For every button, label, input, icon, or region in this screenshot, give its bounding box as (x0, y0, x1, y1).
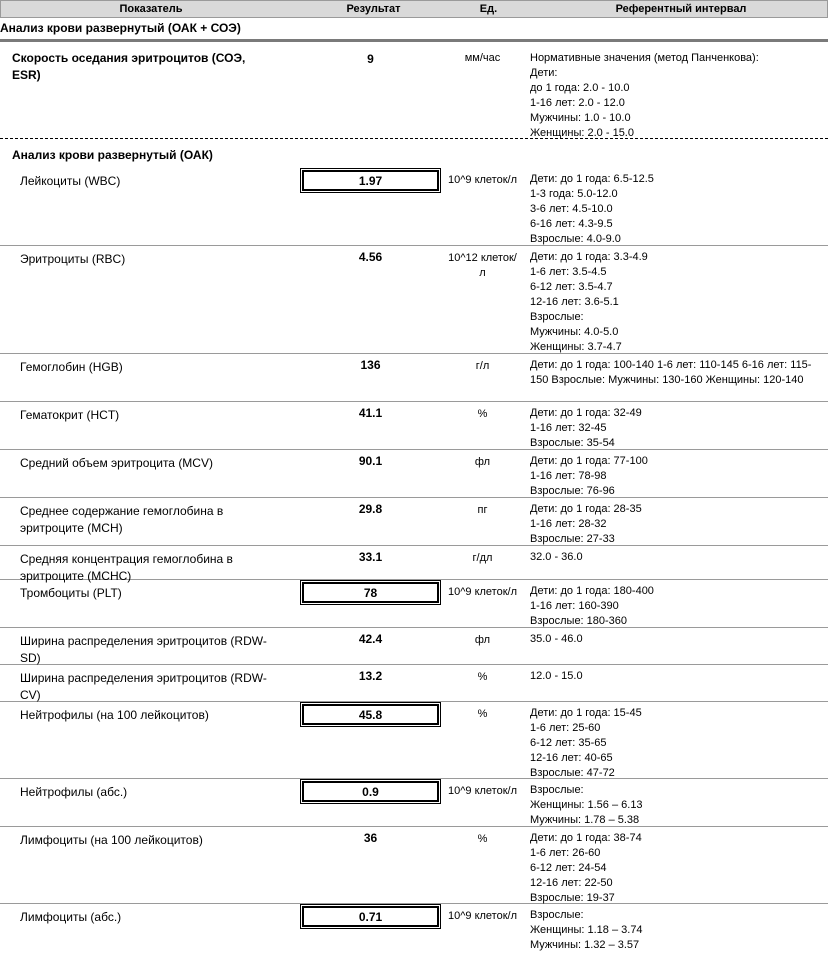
reference-line: Мужчины: 1.78 – 5.38 (530, 814, 640, 826)
result-value: 36 (363, 831, 378, 845)
reference-line: 1-3 года: 5.0-12.0 (530, 188, 618, 200)
result-row (0, 167, 828, 246)
parameter-name: Эритроциты (RBC) (20, 252, 126, 266)
result-unit: г/дл (472, 552, 493, 564)
result-row (0, 778, 828, 827)
parameter-name: Ширина распределения эритроцитов (RDW-CV) (20, 671, 267, 702)
result-unit: 10^9 клеток/л (448, 586, 517, 598)
reference-line: Дети: до 1 года: 6.5-12.5 (530, 173, 654, 185)
section-title: Анализ крови развернутый (ОАК + СОЭ) (0, 21, 241, 35)
reference-line: 12-16 лет: 40-65 (530, 752, 613, 764)
parameter-name: Ширина распределения эритроцитов (RDW-SD) (20, 634, 267, 665)
esr-ref-line: Женщины: 2.0 - 15.0 (530, 127, 634, 139)
header-name: Показатель (119, 3, 183, 15)
result-value: 29.8 (358, 502, 383, 516)
result-unit: 10^12 клеток/л (448, 252, 517, 279)
result-row (0, 401, 828, 450)
reference-line: Взрослые: (530, 311, 584, 323)
result-value: 41.1 (358, 406, 383, 420)
header-ref: Референтный интервал (615, 3, 747, 15)
esr-ref-line: до 1 года: 2.0 - 10.0 (530, 82, 630, 94)
reference-line: Дети: до 1 года: 77-100 (530, 455, 648, 467)
parameter-name: Тромбоциты (PLT) (20, 586, 122, 600)
esr-unit: мм/час (464, 52, 501, 64)
esr-result: 9 (367, 52, 374, 66)
table-header (0, 0, 828, 18)
result-unit: % (477, 408, 488, 420)
reference-line: 1-16 лет: 160-390 (530, 600, 619, 612)
dashed-separator (0, 138, 828, 139)
reference-line: Дети: до 1 года: 3.3-4.9 (530, 251, 648, 263)
parameter-name: Нейтрофилы (на 100 лейкоцитов) (20, 708, 209, 722)
reference-line: 12-16 лет: 3.6-5.1 (530, 296, 619, 308)
reference-line: 1-6 лет: 25-60 (530, 722, 601, 734)
reference-line: Мужчины: 1.32 – 3.57 (530, 939, 640, 951)
reference-interval (530, 406, 820, 451)
reference-line: Взрослые: 47-72 (530, 767, 615, 779)
esr-row (0, 46, 828, 139)
reference-interval (530, 454, 820, 499)
reference-interval (530, 706, 820, 781)
esr-name: Скорость оседания эритроцитов (СОЭ, ESR) (12, 51, 246, 82)
reference-line: Взрослые: (530, 909, 584, 921)
reference-line: Дети: до 1 года: 15-45 (530, 707, 642, 719)
reference-line: Взрослые: 180-360 (530, 615, 628, 627)
header-unit: Ед. (479, 3, 498, 15)
result-unit: 10^9 клеток/л (448, 785, 517, 797)
result-value: 90.1 (358, 454, 383, 468)
reference-line: 12.0 - 15.0 (530, 670, 583, 682)
group-title: Анализ крови развернутый (ОАК) (12, 148, 213, 162)
reference-line: 3-6 лет: 4.5-10.0 (530, 203, 613, 215)
reference-interval (530, 358, 820, 388)
reference-line: Дети: до 1 года: 180-400 (530, 585, 654, 597)
reference-line: Взрослые: 4.0-9.0 (530, 233, 621, 245)
reference-interval (530, 783, 820, 828)
reference-line: 35.0 - 46.0 (530, 633, 583, 645)
result-value: 13.2 (358, 669, 383, 683)
result-unit: % (477, 708, 488, 720)
reference-interval (530, 584, 820, 629)
result-unit: фл (474, 634, 491, 646)
parameter-name: Лейкоциты (WBC) (20, 174, 121, 188)
result-value-flagged: 1.97 (302, 170, 439, 191)
reference-interval (530, 250, 820, 355)
reference-line: 1-6 лет: 3.5-4.5 (530, 266, 607, 278)
result-row (0, 353, 828, 402)
reference-line: Женщины: 3.7-4.7 (530, 341, 622, 353)
reference-line: 6-12 лет: 3.5-4.7 (530, 281, 613, 293)
reference-line: Дети: до 1 года: 38-74 (530, 832, 642, 844)
section-separator (0, 39, 828, 42)
result-unit: 10^9 клеток/л (448, 910, 517, 922)
result-value: 4.56 (358, 250, 383, 264)
parameter-name: Лимфоциты (абс.) (20, 910, 122, 924)
reference-line: Взрослые: (530, 784, 584, 796)
reference-line: Мужчины: 4.0-5.0 (530, 326, 619, 338)
result-row (0, 579, 828, 628)
esr-ref-line: Дети: (530, 67, 558, 79)
result-value: 136 (360, 358, 381, 372)
reference-line: Дети: до 1 года: 28-35 (530, 503, 642, 515)
parameter-name: Лимфоциты (на 100 лейкоцитов) (20, 833, 203, 847)
reference-line: Женщины: 1.18 – 3.74 (530, 924, 643, 936)
reference-interval (530, 172, 820, 247)
reference-line: 1-16 лет: 28-32 (530, 518, 607, 530)
result-unit: г/л (475, 360, 490, 372)
result-unit: % (477, 833, 488, 845)
reference-line: 6-12 лет: 35-65 (530, 737, 607, 749)
result-unit: пг (477, 504, 488, 516)
reference-line: 1-16 лет: 78-98 (530, 470, 607, 482)
result-row (0, 701, 828, 779)
parameter-name: Среднее содержание гемоглобина в эритроците (MCH) (20, 504, 224, 535)
esr-ref-line: 1-16 лет: 2.0 - 12.0 (530, 97, 625, 109)
reference-line: Дети: до 1 года: 100-140 1-6 лет: 110-145 6-16 лет: 115-150 Взрослые: Мужчины: 130-160 Женщины: 120-140 (530, 359, 812, 386)
result-value-flagged: 0.9 (302, 781, 439, 802)
reference-line: Дети: до 1 года: 32-49 (530, 407, 642, 419)
reference-line: 12-16 лет: 22-50 (530, 877, 613, 889)
parameter-name: Гематокрит (HCT) (20, 408, 120, 422)
result-value-flagged: 78 (302, 582, 439, 603)
reference-line: 1-6 лет: 26-60 (530, 847, 601, 859)
esr-ref-line: Нормативные значения (метод Панченкова): (530, 52, 759, 64)
esr-ref (530, 51, 820, 141)
result-row (0, 627, 828, 665)
esr-ref-line: Мужчины: 1.0 - 10.0 (530, 112, 631, 124)
reference-line: Взрослые: 27-33 (530, 533, 615, 545)
result-value: 42.4 (358, 632, 383, 646)
reference-line: 6-16 лет: 4.3-9.5 (530, 218, 613, 230)
result-value-flagged: 45.8 (302, 704, 439, 725)
result-row (0, 826, 828, 904)
reference-line: Женщины: 1.56 – 6.13 (530, 799, 643, 811)
reference-line: Взрослые: 35-54 (530, 437, 615, 449)
reference-interval (530, 502, 820, 547)
result-row (0, 497, 828, 546)
reference-interval (530, 831, 820, 906)
reference-line: Взрослые: 19-37 (530, 892, 615, 904)
result-value-flagged: 0.71 (302, 906, 439, 927)
parameter-name: Средняя концентрация гемоглобина в эритроците (MCHC) (20, 552, 233, 583)
result-unit: фл (474, 456, 491, 468)
reference-interval (530, 550, 820, 565)
result-row (0, 903, 828, 951)
result-row (0, 664, 828, 702)
result-unit: % (477, 671, 488, 683)
result-unit: 10^9 клеток/л (448, 174, 517, 186)
reference-line: 6-12 лет: 24-54 (530, 862, 607, 874)
reference-interval (530, 632, 820, 647)
result-row (0, 449, 828, 498)
parameter-name: Средний объем эритроцита (MCV) (20, 456, 213, 470)
header-result: Результат (346, 3, 401, 15)
result-row (0, 245, 828, 354)
parameter-name: Гемоглобин (HGB) (20, 360, 123, 374)
reference-line: 1-16 лет: 32-45 (530, 422, 607, 434)
reference-interval (530, 908, 820, 953)
parameter-name: Нейтрофилы (абс.) (20, 785, 128, 799)
result-value: 33.1 (358, 550, 383, 564)
reference-line: Взрослые: 76-96 (530, 485, 615, 497)
reference-line: 32.0 - 36.0 (530, 551, 583, 563)
result-row (0, 545, 828, 583)
reference-interval (530, 669, 820, 684)
